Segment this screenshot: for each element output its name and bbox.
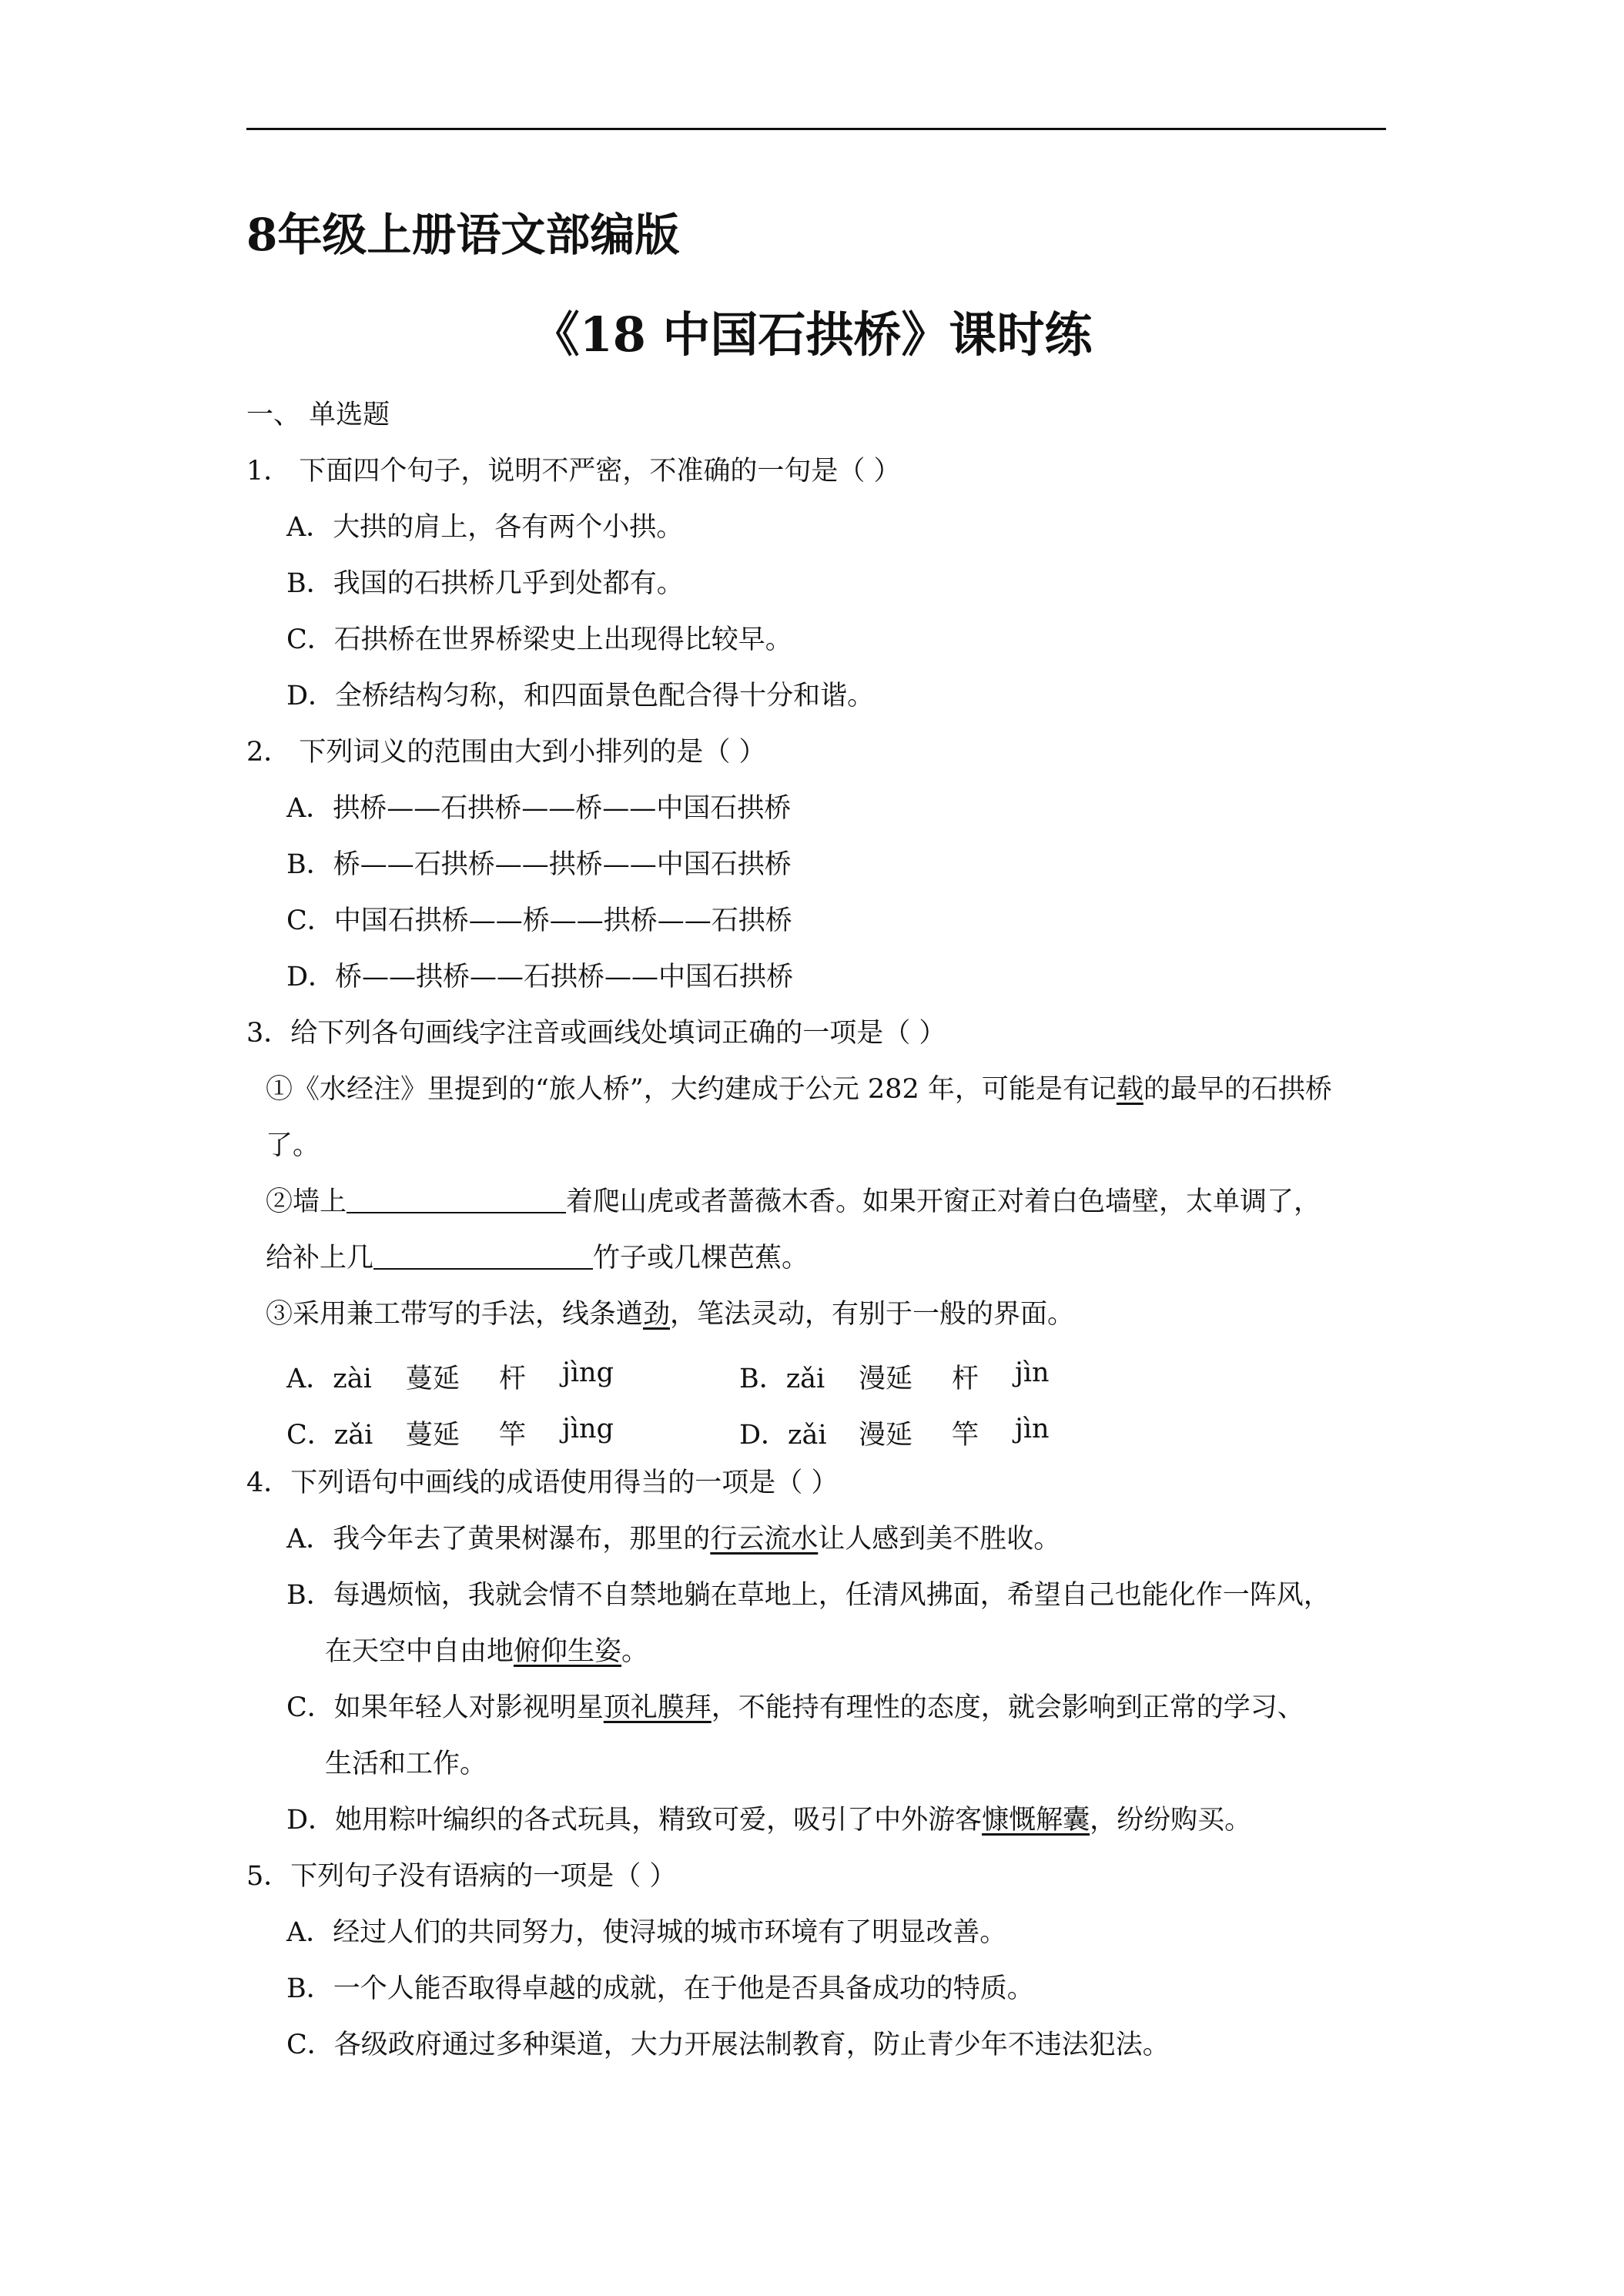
option-c: C．各级政府通过多种渠道，大力开展法制教育，防止青少年不违法犯法。 [286, 2030, 1170, 2060]
question-stem: 2． 下列词义的范围由大到小排列的是（ ） [246, 737, 766, 768]
doc-title: 8年级上册语文部编版 [246, 209, 680, 261]
question-stem: 3．给下列各句画线字注音或画线处填词正确的一项是（ ） [246, 1018, 946, 1049]
underlined-char: 劲 [643, 1299, 671, 1330]
option-b: B．一个人能否取得卓越的成就，在于他是否具备成功的特质。 [286, 1973, 1034, 2004]
underlined-idiom: 顶礼膜拜 [603, 1692, 712, 1723]
fill-blank [373, 1245, 593, 1270]
sentence-3: ③采用兼工带写的手法，线条遒劲，笔法灵动，有别于一般的界面。 [266, 1299, 1075, 1330]
section-label: 一、 单选题 [246, 400, 390, 430]
lesson-title: 《18 中国石拱桥》课时练 [531, 306, 1093, 363]
underlined-char: 载 [1116, 1074, 1143, 1105]
sentence-1-cont: 了。 [266, 1130, 320, 1161]
underlined-idiom: 慷慨解囊 [982, 1805, 1090, 1836]
option-d: D．桥——拱桥——石拱桥——中国石拱桥 [286, 962, 794, 992]
sentence-1: ①《水经注》里提到的“旅人桥”，大约建成于公元 282 年，可能是有记载的最早的石拱桥 [266, 1074, 1332, 1105]
option-c: C．如果年轻人对影视明星顶礼膜拜，不能持有理性的态度，就会影响到正常的学习、 [286, 1692, 1304, 1723]
option-a: A．大拱的肩上，各有两个小拱。 [286, 512, 684, 543]
option-a: A．我今年去了黄果树瀑布，那里的行云流水让人感到美不胜收。 [286, 1524, 1061, 1555]
question-stem: 5．下列句子没有语病的一项是（ ） [246, 1861, 677, 1892]
question-stem: 1． 下面四个句子，说明不严密，不准确的一句是（ ） [246, 456, 901, 487]
option-b: B．桥——石拱桥——拱桥——中国石拱桥 [286, 849, 792, 880]
header-rule [246, 128, 1386, 130]
fill-blank [347, 1189, 566, 1213]
option-a: A．经过人们的共同努力，使浔城的城市环境有了明显改善。 [286, 1917, 1007, 1948]
underlined-idiom: 俯仰生姿 [514, 1636, 622, 1667]
option-d: D．她用粽叶编织的各式玩具，精致可爱，吸引了中外游客慷慨解囊，纷纷购买。 [286, 1805, 1252, 1836]
option-b: B．我国的石拱桥几乎到处都有。 [286, 568, 684, 599]
option-c: C．中国石拱桥——桥——拱桥——石拱桥 [286, 905, 792, 936]
option-c: C．石拱桥在世界桥梁史上出现得比较早。 [286, 624, 792, 655]
question-stem: 4．下列语句中画线的成语使用得当的一项是（ ） [246, 1468, 839, 1498]
option-c-cont: 生活和工作。 [325, 1749, 487, 1779]
option-b-cont: 在天空中自由地俯仰生姿。 [325, 1636, 649, 1667]
option-d: D．全桥结构匀称，和四面景色配合得十分和谐。 [286, 681, 875, 711]
underlined-idiom: 行云流水 [710, 1524, 819, 1555]
sentence-2-cont: 给补上几 竹子或几棵芭蕉。 [266, 1243, 809, 1274]
option-b: B．每遇烦恼，我就会情不自禁地躺在草地上，任清风拂面，希望自己也能化作一阵风， [286, 1580, 1331, 1611]
sentence-2: ②墙上 着爬山虎或者蔷薇木香。如果开窗正对着白色墙壁，太单调了， [266, 1186, 1321, 1217]
option-a: A．拱桥——石拱桥——桥——中国石拱桥 [286, 793, 792, 824]
